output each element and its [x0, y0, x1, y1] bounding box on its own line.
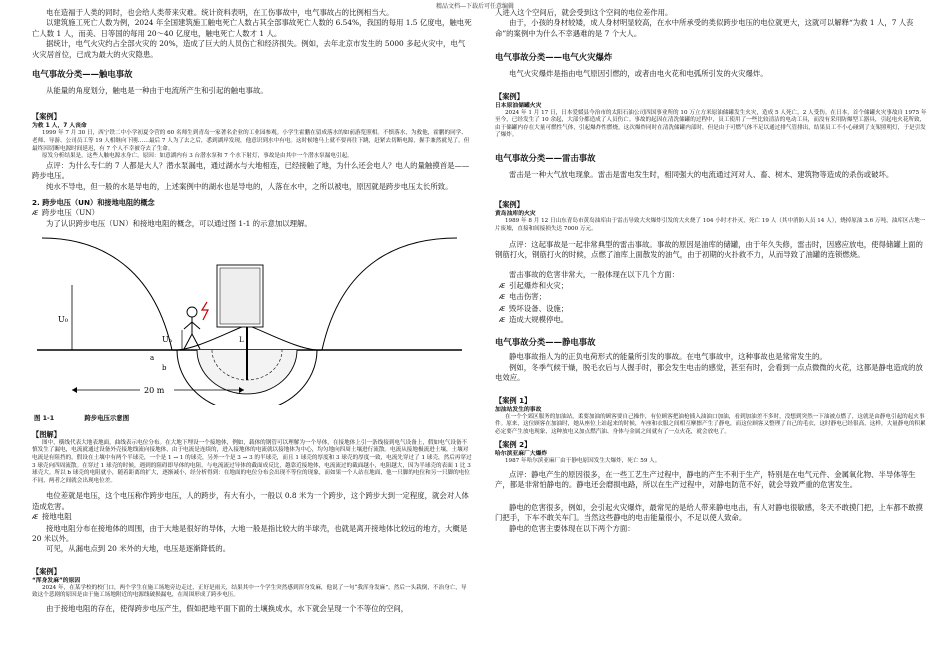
section-heading-shock: 电气事故分类——触电事故: [32, 69, 133, 80]
case-title: 加油站发生的事故: [495, 406, 542, 413]
intro-paragraph: 以建筑施工死亡人数为例，2024 年全国建筑施工触电死亡人数占其全部事故死亡人数的 6.54%，我国的每用 1.5 亿度电，触电死亡人数 1 人，而美、日等国的每用 20～40 亿度电，触电死亡人数才 1 人。: [32, 18, 472, 38]
ae-bullet-icon: Æ: [499, 305, 506, 313]
harm-item: Æ 毁坏设备、设施；: [499, 303, 569, 313]
case-label: 【案例】: [32, 112, 61, 122]
ae-bullet-icon: Æ: [32, 210, 39, 218]
case-label: 【案例】: [495, 200, 524, 210]
shock-definition: 从能量的角度划分，触电是一种由于电流所产生和引起的触电事故。: [46, 86, 268, 96]
continued-paragraph: 由于，小孩的身材较矮，成人身材明显较高，在水中所承受的类似跨步电压的电位就更大，这就可以解释“为救 1 人，7 人丧命”的案例中为什么不幸遇难的是 7 个大人。: [495, 18, 914, 38]
harm-item: Æ 引起爆炸和火灾；: [499, 280, 569, 290]
potential-curve-right: [322, 238, 457, 350]
harm-item: Æ 造成大规模停电。: [499, 315, 569, 325]
un-label: Uₙ: [162, 334, 173, 344]
static-example: 静电的危害很多，例如，会引起火灾爆炸，最常见的是给人带来静电电击，有人对静电很敏感，冬天不敢摸门把，上车都不敢摸门把手，下车不敢关车门。当然这些静电的电击能量很小，不足以使人致命。: [495, 502, 923, 523]
continued-paragraph: 人进入这个空间后，就会受到这个空间的电位差作用。: [495, 8, 673, 17]
ae-bullet-icon: Æ: [499, 282, 506, 290]
case-title: 黄岛油库的火灾: [495, 211, 536, 218]
case-title: 日本原油储罐火灾: [495, 102, 542, 109]
step-voltage-diagram: [32, 230, 472, 405]
lightning-harm-intro: 雷击事故的危害非常大，一般体现在以下几个方面：: [509, 270, 679, 280]
distance-label: 20 m: [144, 385, 165, 395]
u0-label: U₀: [58, 314, 68, 324]
harm-item: Æ 电击伤害；: [499, 292, 546, 302]
section-heading-static: 电气事故分类——静电事故: [495, 337, 596, 348]
ae-bullet-icon: Æ: [32, 514, 39, 522]
page-header: 精品文档---下载后可任意编辑: [435, 3, 515, 10]
static-text: 例如，冬季气候干燥，脱毛衣后与人握手时，都会发生电击的感觉，甚至有时，会看到一点点微微的火花，这都是静电造成的放电效应。: [495, 362, 923, 383]
section-subheading-step-voltage: 2. 跨步电压（UN）和接地电阻的概念: [32, 198, 155, 208]
case-comment: 点评：静电产生的原因很多，在一些工艺生产过程中，静电的产生不利于生产，特别是在电气元件、金属氧化物、半导体等生产，都是非常怕静电的。静电还会磨损电路，所以在生产过程中，对静电防范不好，就会导致严重的危害发生。: [495, 470, 916, 490]
right-column: [495, 8, 930, 534]
ground-resistance-text: 接地电阻分布在接地体的周围，由于大地是很好的导体，大地一般是指比较大的半球壳，也就是离开接地体比较远的地方，大概是 20 米以外。: [32, 523, 468, 544]
step-voltage-item: Æ 跨步电压（UN）: [32, 208, 100, 218]
left-column: [32, 8, 472, 614]
person-arm: [192, 322, 200, 329]
case-label: 【案例】: [32, 566, 61, 576]
static-harm-intro: 静电的危害主要体现在以下两个方面：: [509, 523, 635, 533]
ae-bullet-icon: Æ: [499, 294, 506, 302]
case-text: 1987 年哈尔滨亚麻厂由于静电原因发生大爆炸，死亡 59 人。: [505, 458, 661, 465]
step-voltage-figure: [32, 230, 472, 405]
case-comment: 点评：为什么专仁的 7 人都是大人？潜水泵漏电，通过湖水与大地相连，已经接触了地，为什么还会电人？电人的量触摸首是——跨步电压。: [32, 160, 470, 181]
case-label: 【图解】: [32, 429, 61, 439]
case-text: 1999 年 7 月 30 日，西宁铁二中小学初夏令营的 60 名师生到青岛一家著名企业的工业园参观。小学生霍鹏在留成落水的如前游览照相。不慎落水，为救他，霍鹏的同学、老师、导游、公司员工等 19 人相继向下刚……最后 7 人为了去之后，悉到湖岸发现，他意识到水中有电。这时候地马上就不要再往下跳，赶紧去切断电源，握手兼然就见了。但最终因切断电源时间延迟，有 7 个人不幸被夺去了生命。: [32, 130, 470, 152]
section-heading-lightning: 电气事故分类——雷击事故: [495, 153, 596, 163]
person-leg: [184, 334, 192, 349]
static-definition: 静电事故指人为的正负电荷形式的能量所引发的事故。在电气事故中，这种事故也是常常发生的。: [509, 352, 827, 362]
case-label: 【案例】: [495, 91, 524, 101]
ground-resistance-text: 可见，从漏电点到 20 米外的大地，电压是逐渐降低的。: [46, 544, 231, 554]
person-arm: [184, 322, 192, 329]
intro-paragraph: 电在造福于人类的同时，也会给人类带来灾难。统计资料表明，在工伤事故中，电气事故占的比例相当大。: [46, 8, 394, 17]
figure-caption: [32, 405, 472, 424]
case-label: 【案例 1】: [495, 395, 532, 405]
case-label: 【案例 2】: [495, 440, 532, 450]
person-head: [187, 307, 197, 317]
figure-explanation: 图中，横线代表大地表地面，曲线表示电位分布。在大地下埋设一个接地体，例如，载体的钢管可以理解为一个导体，在接地体上引一条线接到电气设备上，假如电气设备不慎发生了漏电，电流就通过设备外壳接地线流向接地体，由于电流是连续的，进入接地体的电流就以接地体为中心，均匀地向四周土壤进行流散。电流从接地极流进土壤，土壤对电流是有阻挡的，假设在土壤中有两个半球壳，一个是 1 → 1 的球壳，另外一个是 3 → 3 的半球壳，而且 1 球壳的厚度和 3 球壳的厚度一致，电流先穿过了 1 球壳，然后再穿过 3 球壳向四周流散。在穿过 1 球壳的时候，遇到的阻碍即导体的电阻，与电流流过导体的截面成反比，越靠近接地体，电流流过的截面越小，电阻越大，因为半球壳的表面 1 比 3 球壳大。所以 b 球壳的电阻就小，随着距离的扩大，逐渐减小，经分析得到：在地面的电位分布会出现不等位的现象，而如果一个人站在地面，他一只脚的电位和另一只脚的电位不同，两者之间就会出现电位差。: [32, 439, 472, 484]
potential-curve-left: [42, 238, 172, 350]
case-text: 原发分析结果是，这些人触电源水身亡。原因：如意湖内有 3 台潜水泵和 7 个水下射灯，事故是由其中一个潜水泵漏电引起。: [42, 153, 353, 160]
step-voltage-definition: 电位差就是电压，这个电压称作跨步电压，人的跨步，有大有小，一般以 0.8 米为一个跨步，这个跨步大到一定程度，就会对人体造成危害。: [32, 491, 469, 511]
case-text: 在一个个郊区服务的加油站，柔要加油的顾客要自己操作，有位顾客把油枪插入油油口加油，看到加油差不多时，没想到突然一下油被点燃了，这就是由静电引起的起火事件。原来，这位顾客在加油时，她从座位上站起来的时候，车座和衣服之间相互摩擦产生了静电，而这位顾客又整理了自己的毛衣，这时静电已经很高，这样，大量静电的积累必定要产生放电现象，这种放电又加点燃汽油、身体与金属之间就有了一点火花，就会放电了。: [495, 413, 926, 435]
lightning-definition: 雷击是一种大气放电现象。雷击是雷电发生时，相同强大的电流通过河对人、畜、树木、建筑物等造成的杀伤或破坏。: [509, 170, 894, 179]
intro-paragraph: 据统计，电气火灾约占全部火灾的 20%，造成了巨大的人员伤亡和经济损失。例如，去年北京市发生的 5000 多起火灾中，电气火灾居首位，已成为最大的火灾隐患。: [32, 39, 466, 59]
fire-definition: 电气火灾爆炸是指由电气原因引燃的，或者由电火花和电弧所引发的火灾爆炸。: [509, 69, 768, 79]
step-intro: 为了认识跨步电压（UN）和接地电阻的概念，可以通过图 1-1 的示意加以理解。: [46, 219, 312, 229]
ground-resistance-item: Æ 接地电阻: [32, 512, 72, 522]
figure-number: 图 1-1: [34, 413, 55, 422]
ae-bullet-icon: Æ: [499, 317, 506, 325]
distance-arrow: [72, 387, 77, 393]
case-title: “浑身发麻”的原因: [32, 577, 81, 584]
leak-spark-icon: [202, 302, 208, 320]
case-comment: 点评：这起事故是一起非常典型的雷击事故。事故的原因是油库的储罐，由于年久失修，雷击时，因感应放电，使得储罐上面的钢筋打火，钢筋打火的时候，点燃了油库上面散发的油气，由于初期的火扑救不力，从而导致了油罐的连锁燃烧。: [495, 239, 923, 259]
case-comment: 纯水不导电，但一般的水是导电的，上述案例中的湖水也是导电的，人落在水中，之所以被电，原因就是跨步电压太长所致。: [46, 181, 453, 191]
figure-title: 跨步电压示意图: [84, 413, 130, 422]
section-heading-fire: 电气事故分类——电气火灾爆炸: [495, 52, 613, 63]
case-text: 1989 年 8 月 12 日山东青岛市黄岛油库由于雷击导致大火爆炸引发的大火烧了 104 小时才扑灭，死亡 19 人（其中消防人员 14 人），烧掉原油 3.6 万吨，油库区占地一片废墟，直接和间接损失达 7000 万元。: [495, 218, 926, 232]
tail-paragraph: 由于接地电阻的存在，使得跨步电压产生，假如把地平面下面的土壤换成水，水下就会呈现一个不等位的空间，: [46, 604, 409, 614]
fig-mark-a: a: [150, 353, 155, 362]
case-title: 为救 1 人，7 人丧命: [32, 123, 87, 130]
fig-mark-b: b: [162, 363, 167, 372]
case-title: 哈尔滨亚麻厂大爆炸: [495, 451, 548, 458]
case-text: 2024 年 1 月 17 日，日本爱媛县今治市的太阳石油公司四国事业所的 10 万立方米原油储罐发生火灾，造成 5 人死亡，2 人受伤。在日本，首个储罐火灾事故自 1975 年至今，已经发生了 10 余起，大部分都造成了人员伤亡。事故的起因在清洗储罐的过程中，员工使用了一些比较清洁的电动工具，而没有采用防爆型工器具，引起电火花所致，由于储罐内存在大量可燃性气体，引起爆炸性燃烧。这次爆炸同时在清洗储罐内部时，但是由于可燃气体不足以通过排气管排出，结果员工不小心碰到了支架照明灯，于是引发了爆炸。: [495, 109, 927, 139]
case-text: 2024 年，在某学校的校门口，两个学生在施工场地旁边走过，正好是雨天，结果其中一个学生突然感到浑身发麻，他说了一句“我浑身发麻”，然后一头栽倒，不治身亡，导致这个悲剧的原因是由于施工场地附近的电源线破损漏电，在周围形成了跨步电压。: [32, 584, 467, 599]
equipment-panel: [220, 268, 260, 324]
fig-mark-l: L: [239, 335, 244, 344]
